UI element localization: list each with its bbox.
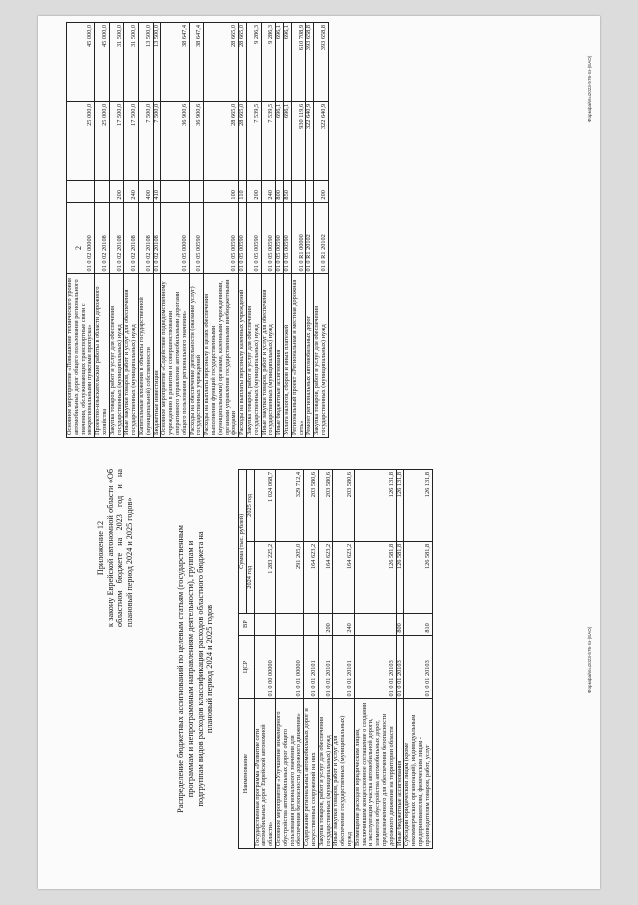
row-name: Иные бюджетные ассигнования [276,274,284,438]
row-csr: 01 0 05 00590 [276,202,284,274]
row-name: Бюджетные инвестиции [153,274,161,438]
row-vr [291,180,306,202]
row-vr: 100 [204,180,239,202]
row-2025: 31 500,0 [109,23,124,102]
row-vr [161,180,189,202]
row-2024: 126 581,8 [396,541,404,613]
row-csr: 01 0 05 00590 [283,202,291,274]
page-footer: Формфайлы2023-576-пз-(ЕАО) [587,55,592,122]
row-name: Расходы на обеспечение деятельности (оказание услуг) государственных учреждений [189,274,204,438]
row-vr [95,180,110,202]
page-1 [38,453,600,889]
table-row [95,23,110,438]
row-2024: 7 539,5 [246,101,261,180]
table-row [304,470,319,849]
row-vr [254,613,275,635]
row-vr: 200 [318,613,333,635]
row-2025: 31 500,0 [124,23,139,102]
row-2025: 203 580,6 [304,470,319,542]
appendix-text: к закону Еврейской автономной области «Об областном бюджете на 2023 год и на плановый период 2024 и 2025 годов» [105,469,134,627]
row-2025: 28 665,0 [239,23,247,102]
row-csr: 01 0 05 00590 [246,202,261,274]
header-2025: 2025 год [246,470,254,542]
row-2025: 13 500,0 [153,23,161,102]
page-number: 2 [74,246,83,250]
row-name: Основное мероприятие «Улучшение инженерного обустройства автомобильных дорог общего пользования регионального значения для обеспечения безопасности дорожного движения» [275,699,303,849]
row-2024: 930 119,6 [291,101,306,180]
row-2025: 28 665,0 [204,23,239,102]
row-2024: 1 283 225,2 [254,541,275,613]
row-2024: 17 500,0 [124,101,139,180]
row-name: Государственная программа «Развитие сети автомобильных дорог Еврейской автономной области» [254,699,275,849]
table-row [333,470,354,849]
row-2025: 203 580,6 [318,470,333,542]
row-2025: 329 712,4 [275,470,303,542]
row-vr: 200 [246,180,261,202]
row-name: Субсидии юридическим лицам (кроме некоммерческих организаций), индивидуальным предпринимателям, физическим лицам - производителям товаров, работ, услуг [404,699,432,849]
scanned-document [38,16,600,889]
row-vr: 800 [396,613,404,635]
table-row [67,23,95,438]
row-2024: 164 623,2 [333,541,354,613]
row-2024: 28 665,0 [204,101,239,180]
row-vr [306,180,314,202]
row-csr: 01 0 01 20103 [354,635,396,699]
row-2025: 393 658,8 [306,23,314,102]
table-row [404,470,432,849]
row-2024: 7 500,0 [153,101,161,180]
row-csr: 01 0 R1 20102 [314,202,329,274]
row-2024: 25 000,0 [67,101,95,180]
row-csr: 01 0 02 20108 [138,202,153,274]
page-footer: Формфайлы2023-576-пз-(ЕАО) [587,626,592,693]
page-2 [38,16,600,452]
table-row [109,23,124,438]
row-name: Закупка товаров, работ и услуг для обеспечения государственных (муниципальных) нужд [109,274,124,438]
row-2024: 7 500,0 [138,101,153,180]
row-csr: 01 0 01 20101 [304,635,319,699]
row-vr: 800 [276,180,284,202]
row-csr: 01 0 05 00590 [261,202,276,274]
row-2025: 9 286,3 [261,23,276,102]
row-2024: 696,1 [283,101,291,180]
row-name: Расходы на выплаты персоналу казенных учреждений [239,274,247,438]
row-csr: 01 0 05 00590 [189,202,204,274]
row-csr: 01 0 05 00590 [239,202,247,274]
appendix-title: Приложение 12 [96,520,105,576]
row-csr: 01 0 05 00590 [204,202,239,274]
table-row [161,23,189,438]
row-csr: 01 0 02 20108 [95,202,110,274]
row-name: Возмещение расходов юридическим лицам, заключившим концессионное соглашение о создании и эксплуатации участка автомобильной дороги, элементов обустройства автомобильных дорог, предназначенного для обеспечения безопасности дорожного движения на территории области [354,699,396,849]
table-row [354,470,396,849]
budget-table-page-2 [66,22,329,438]
row-name: Содержание региональных автомобильных дорог и искусственных сооружений на них [304,699,319,849]
table-row [124,23,139,438]
table-row [291,23,306,438]
row-2025: 126 131,8 [396,470,404,542]
row-vr: 850 [283,180,291,202]
row-vr: 200 [314,180,329,202]
rotated-sheet [38,16,600,889]
row-csr: 01 0 05 00000 [161,202,189,274]
row-name: Иные закупки товаров, работ и услуг для обеспечения государственных (муниципальных) нужд [333,699,354,849]
row-csr: 01 0 01 20103 [396,635,404,699]
row-csr: 01 0 02 20108 [124,202,139,274]
row-vr: 110 [239,180,247,202]
row-2024: 126 581,8 [404,541,432,613]
row-2024: 696,1 [276,101,284,180]
row-2024: 164 623,2 [304,541,319,613]
table-body [67,23,329,438]
row-name: Иные закупки товаров, работ и услуг для обеспечения государственных (муниципальных) нужд [124,274,139,438]
table-header-row [239,470,247,849]
row-csr: 01 0 01 20101 [333,635,354,699]
row-vr [67,180,95,202]
row-2025: 203 580,6 [333,470,354,542]
row-name: Региональный проект «Региональная и местная дорожная сеть» [291,274,306,438]
document-title: Распределение бюджетных ассигнований по целевым статьям (государственным программам и непрограммным направлениям деятельности), группам и подгруппам видов расходов классификации расходов областного бюджета на плановый период 2024 и 2025 годов [176,525,215,813]
row-name: Проектно-изыскательские работы в области дорожного хозяйства [95,274,110,438]
table-body [254,470,432,849]
row-2025: 45 000,0 [67,23,95,102]
row-name: Закупка товаров, работ и услуг для обеспечения государственных (муниципальных) нужд [318,699,333,849]
row-2025: 610 708,9 [291,23,306,102]
row-2024: 17 500,0 [109,101,124,180]
row-vr: 240 [124,180,139,202]
table-row [261,23,276,438]
row-2024: 36 900,6 [161,101,189,180]
row-2024: 7 539,5 [261,101,276,180]
budget-table-page-1 [238,469,433,849]
row-name: Иные бюджетные ассигнования [396,699,404,849]
row-csr: 01 0 01 00000 [275,635,303,699]
row-name: Уплата налогов, сборов и иных платежей [283,274,291,438]
row-csr: 01 0 02 20108 [109,202,124,274]
row-vr [189,180,204,202]
row-vr [354,613,396,635]
row-name: Расходы на выплаты персоналу в целях обеспечения выполнения функций государственными (муниципальными) органами, казенными учреждениями, органами управления государственными внебюджетными фондами [204,274,239,438]
table-row [254,470,275,849]
row-name: Закупка товаров, работ и услуг для обеспечения государственных (муниципальных) нужд [314,274,329,438]
header-name: Наименование [239,699,255,849]
row-2025: 38 647,4 [161,23,189,102]
table-row [189,23,204,438]
row-2024: 28 665,0 [239,101,247,180]
row-csr: 01 0 R1 00000 [291,202,306,274]
row-name: Ремонт региональных автомобильных дорог [306,274,314,438]
row-2024: 164 623,2 [318,541,333,613]
row-2025: 38 647,4 [189,23,204,102]
row-name: Капитальные вложения в объекты государственной (муниципальной) собственности [138,274,153,438]
table-row [204,23,239,438]
table-row [246,23,261,438]
row-vr: 810 [404,613,432,635]
table-row [138,23,153,438]
header-csr: ЦСР [239,635,255,699]
row-csr: 01 0 01 20101 [318,635,333,699]
row-vr: 200 [109,180,124,202]
row-name: Основное мероприятие «Повышение технического уровня автомобильных дорог общего пользования регионального значения, обслуживающих транспортные связи с межрегиональными пунктами пропуска» [67,274,95,438]
row-2025: 1 024 068,7 [254,470,275,542]
row-vr: 410 [153,180,161,202]
row-vr: 400 [138,180,153,202]
row-2025: 9 286,3 [246,23,261,102]
table-row [275,470,303,849]
row-name: Иные закупки товаров, работ и услуг для обеспечения государственных (муниципальных) нужд [261,274,276,438]
header-2024: 2024 год [246,541,254,613]
row-csr: 01 0 02 00000 [67,202,95,274]
row-2024: 322 640,9 [306,101,314,180]
header-vr: ВР [239,613,255,635]
row-2024: 25 000,0 [95,101,110,180]
row-vr: 240 [333,613,354,635]
row-csr: 01 0 02 20108 [153,202,161,274]
row-csr: 01 0 R1 20102 [306,202,314,274]
appendix-block [96,469,134,627]
table-row [318,470,333,849]
row-2025: 696,1 [276,23,284,102]
row-2024: 291 205,0 [275,541,303,613]
row-2025: 393 658,8 [314,23,329,102]
table-row [314,23,329,438]
header-sum-group: Сумма (тыс. рублей) [239,470,247,614]
row-2024: 322 640,9 [314,101,329,180]
row-2025: 126 131,8 [404,470,432,542]
row-2024: 126 581,8 [354,541,396,613]
row-name: Основное мероприятие «Содействие подведомственному учреждению в развитии и совершенствовании оперативного управления автомобильными дорогами общего пользования регионального значения» [161,274,189,438]
row-2025: 45 000,0 [95,23,110,102]
row-csr: 01 0 01 20103 [404,635,432,699]
row-2025: 126 131,8 [354,470,396,542]
row-vr [304,613,319,635]
row-vr: 240 [261,180,276,202]
row-2025: 13 500,0 [138,23,153,102]
row-csr: 01 0 00 00000 [254,635,275,699]
row-2025: 696,1 [283,23,291,102]
row-vr [275,613,303,635]
row-2024: 36 900,6 [189,101,204,180]
row-name: Закупка товаров, работ и услуг для обеспечения государственных (муниципальных) нужд [246,274,261,438]
